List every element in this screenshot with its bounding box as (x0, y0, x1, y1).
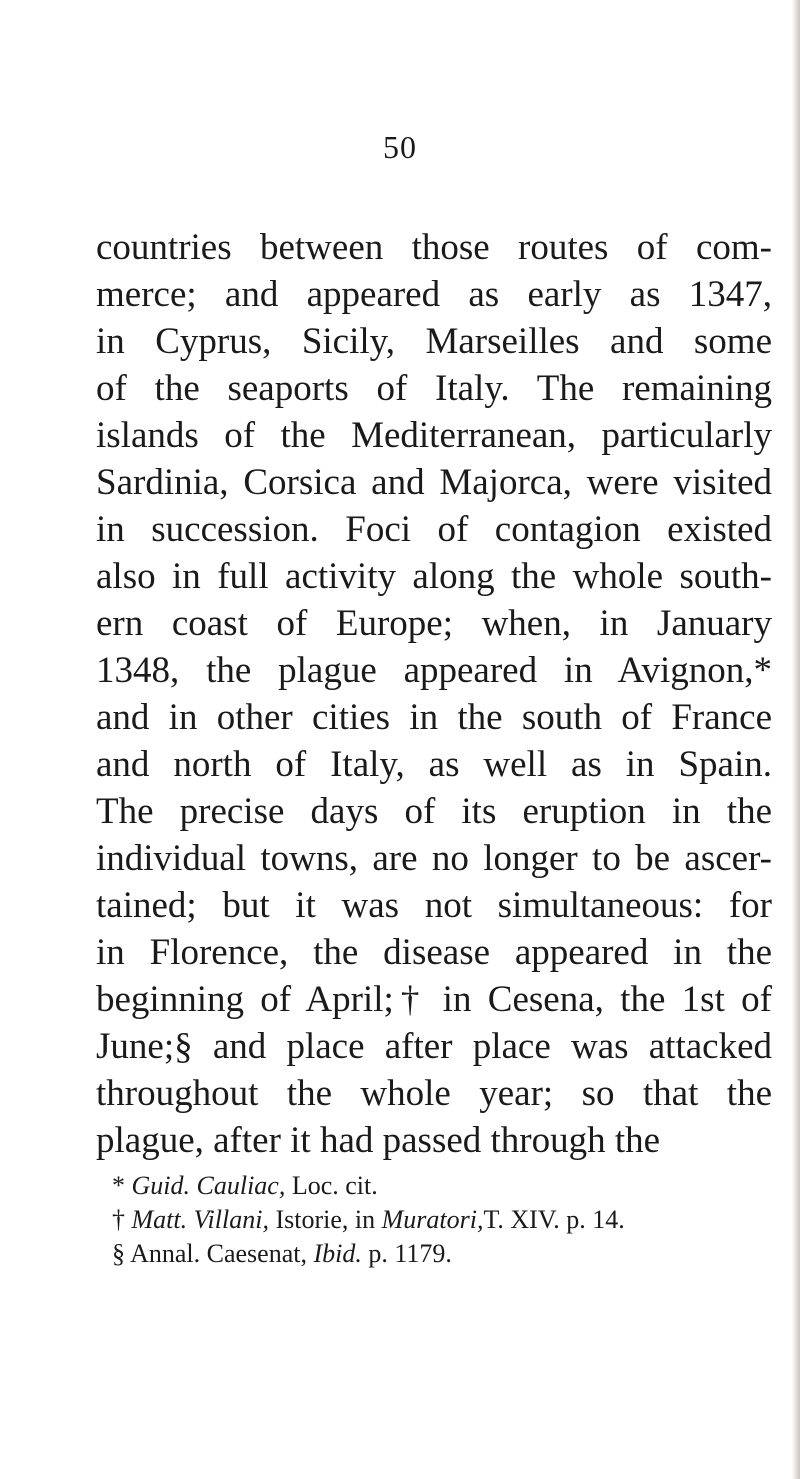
footnote-text: Loc. cit. (291, 1171, 378, 1200)
body-line: tained; but it was not simultaneous: for (96, 885, 772, 926)
footnote-work: Ibid. (313, 1239, 362, 1268)
body-line: countries between those routes of com- (96, 227, 772, 268)
body-line: in succession. Foci of contagion existed (96, 509, 772, 550)
footnote-text: Istorie, in (275, 1205, 376, 1234)
page-number: 50 (383, 129, 417, 165)
footnotes (112, 1169, 772, 1271)
body-line: of the seaports of Italy. The remaining (96, 368, 772, 409)
body-line: beginning of April;† in Cesena, the 1st of (96, 979, 772, 1020)
footnote-text: T. XIV. p. 14. (483, 1205, 625, 1234)
footnote-mark: § (112, 1239, 125, 1268)
footnote-work: Muratori, (381, 1205, 484, 1234)
body-line: Sardinia, Corsica and Majorca, were visited (96, 462, 772, 503)
footnote-text: p. 1179. (368, 1239, 452, 1268)
footnote-2 (112, 1203, 772, 1237)
body-line: in Cyprus, Sicily, Marseilles and some (96, 321, 772, 362)
body-line: plague, after it had passed through the (96, 1120, 661, 1161)
body-line: and north of Italy, as well as in Spain. (96, 744, 772, 785)
footnote-3 (112, 1237, 772, 1271)
body-line: ern coast of Europe; when, in January (96, 603, 772, 644)
footnote-mark: * (112, 1171, 125, 1200)
footnote-author: Guid. Cauliac, (131, 1171, 286, 1200)
body-line: islands of the Mediterranean, particularly (96, 415, 772, 456)
body-text (96, 224, 772, 1164)
body-line: throughout the whole year; so that the (96, 1073, 772, 1114)
body-line: The precise days of its eruption in the (96, 791, 772, 832)
body-line: June;§ and place after place was attacked (96, 1026, 772, 1067)
page-edge (792, 0, 800, 1479)
body-line: individual towns, are no longer to be ascer- (96, 838, 772, 879)
body-line: also in full activity along the whole south- (96, 556, 772, 597)
footnote-author: Matt. Villani, (131, 1205, 269, 1234)
body-line: merce; and appeared as early as 1347, (96, 274, 772, 315)
body-line: in Florence, the disease appeared in the (96, 932, 772, 973)
body-line: 1348, the plague appeared in Avignon,* (96, 650, 772, 691)
footnote-mark: † (112, 1205, 125, 1234)
footnote-text: Annal. Caesenat, (130, 1239, 307, 1268)
body-line: and in other cities in the south of France (96, 697, 772, 738)
footnote-1 (112, 1169, 772, 1203)
